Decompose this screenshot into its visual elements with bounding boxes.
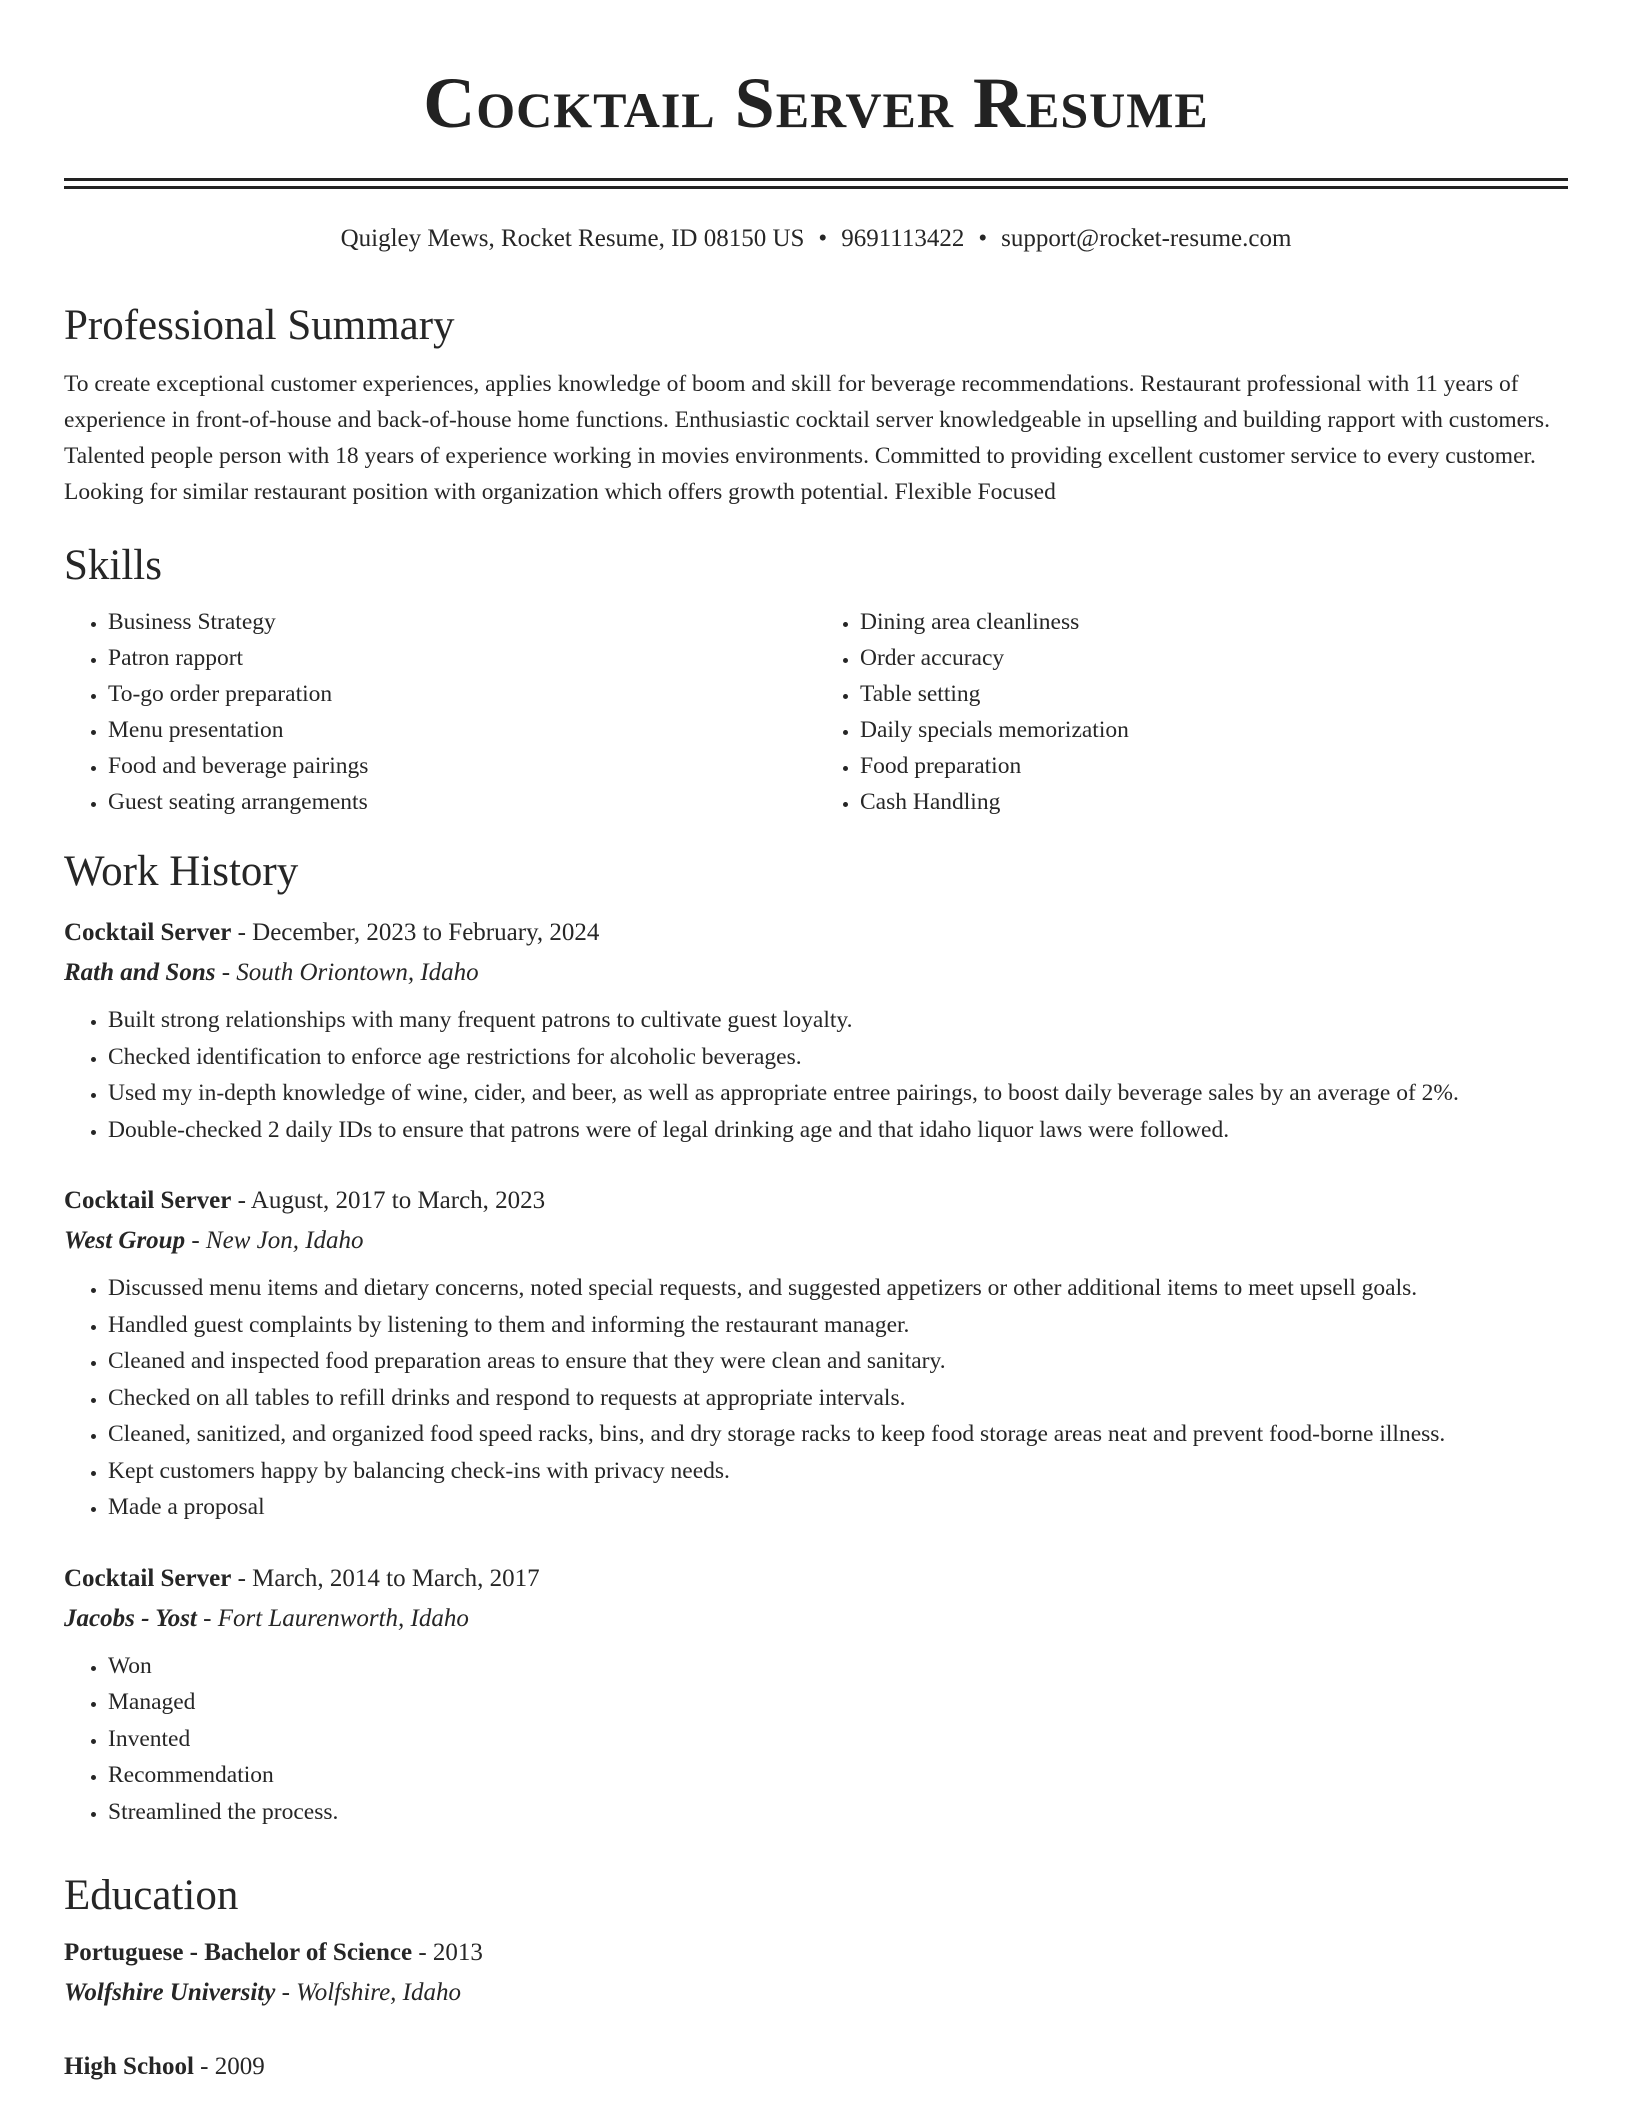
- job-bullet: • Kept customers happy by balancing check-ins with privacy needs.: [108, 1453, 1568, 1490]
- contact-separator: •: [978, 225, 988, 252]
- job-title: Cocktail Server: [64, 1564, 232, 1592]
- job-title-line: Cocktail Server - December, 2023 to February, 2024: [64, 919, 600, 946]
- contact-separator: •: [818, 225, 828, 252]
- skills-column-right: [816, 604, 1568, 820]
- skill-item: • Daily specials memorization: [860, 712, 1568, 748]
- job-bullet: • Made a proposal: [108, 1489, 1568, 1526]
- job-bullet: • Double-checked 2 daily IDs to ensure that patrons were of legal drinking age and that idaho liquor laws were followed.: [108, 1112, 1568, 1149]
- skill-item: • Table setting: [860, 676, 1568, 712]
- skill-item: • Food and beverage pairings: [108, 748, 816, 784]
- job-employer-line: Jacobs - Yost - Fort Laurenworth, Idaho: [64, 1604, 469, 1632]
- job-bullets: [64, 1648, 1568, 1831]
- contact-line: [64, 222, 1568, 256]
- job-title: Cocktail Server: [64, 919, 232, 946]
- contact-phone: 9691113422: [841, 225, 965, 252]
- skill-item: • Food preparation: [860, 748, 1568, 784]
- job-company: West Group: [64, 1227, 186, 1254]
- skills-heading: Skills: [64, 542, 162, 589]
- education-location: Wolfshire, Idaho: [296, 1979, 461, 2006]
- job-location: South Oriontown, Idaho: [236, 959, 479, 986]
- education-school: Wolfshire University: [64, 1979, 276, 2006]
- education-degree: High School: [64, 2053, 194, 2080]
- skill-item: • Order accuracy: [860, 640, 1568, 676]
- job-entry: [64, 1562, 1568, 1831]
- education-degree: Portuguese - Bachelor of Science: [64, 1939, 413, 1966]
- education-heading: Education: [64, 1872, 239, 1919]
- education-degree-line: Portuguese - Bachelor of Science - 2013: [64, 1939, 483, 1966]
- resume-title: Cocktail Server Resume: [423, 63, 1209, 143]
- job-title: Cocktail Server: [64, 1187, 232, 1214]
- contact-address: Quigley Mews, Rocket Resume, ID 08150 US: [340, 225, 805, 252]
- job-employer-line: West Group - New Jon, Idaho: [64, 1227, 364, 1254]
- skill-item: • Menu presentation: [108, 712, 816, 748]
- job-dates: December, 2023 to February, 2024: [252, 919, 600, 946]
- job-employer-line: Rath and Sons - South Oriontown, Idaho: [64, 959, 479, 986]
- job-bullet: • Managed: [108, 1684, 1568, 1721]
- job-entry: [64, 916, 1568, 1148]
- job-bullet: • Cleaned and inspected food preparation areas to ensure that they were clean and sanitary.: [108, 1343, 1568, 1380]
- skill-item: • Patron rapport: [108, 640, 816, 676]
- skill-item: • Business Strategy: [108, 604, 816, 640]
- skill-item: • To-go order preparation: [108, 676, 816, 712]
- job-entry: [64, 1184, 1568, 1526]
- job-dates: August, 2017 to March, 2023: [250, 1187, 546, 1214]
- job-company: Jacobs - Yost: [64, 1604, 197, 1632]
- skill-item: • Guest seating arrangements: [108, 784, 816, 820]
- job-dates: March, 2014 to March, 2017: [252, 1564, 540, 1592]
- job-title-line: Cocktail Server - March, 2014 to March, 2017: [64, 1564, 540, 1592]
- summary-text: To create exceptional customer experiences, applies knowledge of boom and skill for beverage recommendations. Restaurant professional with 11 years of experience in front-of-house and back-of-house home functions. Enthusiastic cocktail server knowledgeable in upselling and building rapport with customers. Talented people person with 18 years of experience working in movies environments. Committed to providing excellent customer service to every customer. Looking for similar restaurant position with organization which offers growth potential. Flexible Focused: [64, 371, 1550, 505]
- job-bullet: • Streamlined the process.: [108, 1794, 1568, 1831]
- job-location: New Jon, Idaho: [205, 1227, 364, 1254]
- education-school-line: Wolfshire University - Wolfshire, Idaho: [64, 1979, 461, 2006]
- education-degree-line: High School - 2009: [64, 2053, 265, 2080]
- job-bullet: • Invented: [108, 1721, 1568, 1758]
- contact-email[interactable]: support@rocket-resume.com: [1001, 225, 1292, 252]
- education-year: 2009: [214, 2053, 265, 2080]
- skills-list: [64, 604, 1568, 820]
- job-bullets: [64, 1270, 1568, 1526]
- job-bullet: • Won: [108, 1648, 1568, 1685]
- job-bullet: • Handled guest complaints by listening to them and informing the restaurant manager.: [108, 1307, 1568, 1344]
- job-bullet: • Built strong relationships with many frequent patrons to cultivate guest loyalty.: [108, 1002, 1568, 1039]
- job-bullet: • Checked on all tables to refill drinks and respond to requests at appropriate intervals.: [108, 1380, 1568, 1417]
- job-location: Fort Laurenworth, Idaho: [217, 1604, 469, 1632]
- education-entry: [64, 2050, 1568, 2084]
- title-double-rule: [64, 178, 1568, 189]
- education-year: 2013: [432, 1939, 483, 1966]
- job-title-line: Cocktail Server - August, 2017 to March, 2023: [64, 1187, 546, 1214]
- summary-heading: Professional Summary: [64, 302, 455, 349]
- job-company: Rath and Sons: [64, 959, 216, 986]
- job-bullet: • Discussed menu items and dietary concerns, noted special requests, and suggested appetizers or other additional items to meet upsell goals.: [108, 1270, 1568, 1307]
- skills-column-left: [64, 604, 816, 820]
- job-bullets: [64, 1002, 1568, 1148]
- skill-item: • Cash Handling: [860, 784, 1568, 820]
- job-bullet: • Recommendation: [108, 1757, 1568, 1794]
- education-entry: [64, 1936, 1568, 2010]
- job-bullet: • Checked identification to enforce age restrictions for alcoholic beverages.: [108, 1039, 1568, 1076]
- job-bullet: • Cleaned, sanitized, and organized food speed racks, bins, and dry storage racks to keep food storage areas neat and prevent food-borne illness.: [108, 1416, 1568, 1453]
- work-history-heading: Work History: [64, 848, 299, 895]
- job-bullet: • Used my in-depth knowledge of wine, cider, and beer, as well as appropriate entree pairings, to boost daily beverage sales by an average of 2%.: [108, 1075, 1568, 1112]
- skill-item: • Dining area cleanliness: [860, 604, 1568, 640]
